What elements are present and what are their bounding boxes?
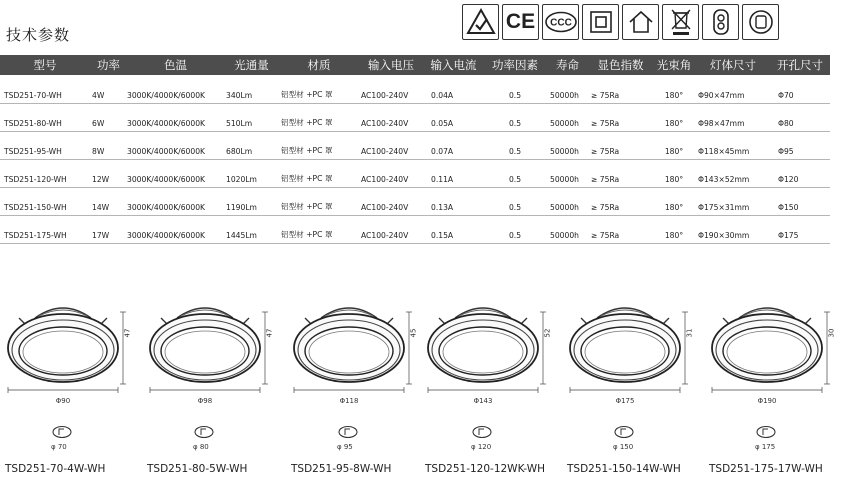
cell-voltage: AC100-240V xyxy=(359,187,423,215)
cell-cri: ≥ 75Ra xyxy=(589,131,652,159)
width-dimension: Φ90 xyxy=(55,397,71,405)
cell-current: 0.13A xyxy=(423,187,484,215)
width-dimension: Φ143 xyxy=(473,397,493,405)
height-dimension: 47 xyxy=(123,328,132,338)
cell-beam: 180° xyxy=(652,131,696,159)
cell-current: 0.04A xyxy=(423,75,484,103)
header-power: 功率 xyxy=(90,55,127,75)
product-card xyxy=(709,290,849,485)
cell-cct: 3000K/4000K/6000K xyxy=(127,103,224,131)
width-dimension: Φ98 xyxy=(197,397,213,405)
cell-cutout: Φ150 xyxy=(770,187,830,215)
cell-size: Φ143×52mm xyxy=(696,159,770,187)
cell-cri: ≥ 75Ra xyxy=(589,187,652,215)
driver-icon xyxy=(702,4,739,40)
height-dimension: 47 xyxy=(265,328,274,338)
cell-lifetime: 50000h xyxy=(546,103,589,131)
cell-current: 0.07A xyxy=(423,131,484,159)
cell-material: 铝型材 +PC 罩 xyxy=(279,75,359,103)
cell-beam: 180° xyxy=(652,159,696,187)
cell-material: 铝型材 +PC 罩 xyxy=(279,215,359,243)
cell-cutout: Φ120 xyxy=(770,159,830,187)
cell-beam: 180° xyxy=(652,103,696,131)
product-card xyxy=(5,290,145,485)
header-pf: 功率因素 xyxy=(484,55,546,75)
cell-cri: ≥ 75Ra xyxy=(589,103,652,131)
cutout-hole-icon xyxy=(336,425,360,439)
height-dimension: 31 xyxy=(685,328,694,338)
cell-cri: ≥ 75Ra xyxy=(589,159,652,187)
table-row xyxy=(0,187,830,215)
cell-voltage: AC100-240V xyxy=(359,215,423,243)
cell-voltage: AC100-240V xyxy=(359,131,423,159)
cell-voltage: AC100-240V xyxy=(359,75,423,103)
cell-size: Φ90×47mm xyxy=(696,75,770,103)
cell-lumen: 1020Lm xyxy=(224,159,279,187)
cell-pf: 0.5 xyxy=(484,103,546,131)
cell-power: 12W xyxy=(90,159,127,187)
header-lumen: 光通量 xyxy=(224,55,279,75)
cell-cct: 3000K/4000K/6000K xyxy=(127,187,224,215)
cell-material: 铝型材 +PC 罩 xyxy=(279,159,359,187)
cell-cct: 3000K/4000K/6000K xyxy=(127,75,224,103)
cell-material: 铝型材 +PC 罩 xyxy=(279,131,359,159)
table-row xyxy=(0,103,830,131)
indoor-use-icon xyxy=(622,4,659,40)
cell-cct: 3000K/4000K/6000K xyxy=(127,131,224,159)
class-ii-icon xyxy=(582,4,619,40)
cell-lifetime: 50000h xyxy=(546,131,589,159)
cell-cutout: Φ95 xyxy=(770,131,830,159)
header-beam: 光束角 xyxy=(652,55,696,75)
cell-size: Φ175×31mm xyxy=(696,187,770,215)
product-card xyxy=(567,290,707,485)
cell-lifetime: 50000h xyxy=(546,187,589,215)
cutout-size: φ 80 xyxy=(193,443,209,451)
cell-power: 4W xyxy=(90,75,127,103)
cutout-size: φ 95 xyxy=(337,443,353,451)
header-cct: 色温 xyxy=(127,55,224,75)
width-dimension: Φ175 xyxy=(615,397,635,405)
cell-pf: 0.5 xyxy=(484,131,546,159)
cell-model: TSD251-80-WH xyxy=(0,103,90,131)
cell-material: 铝型材 +PC 罩 xyxy=(279,103,359,131)
cell-model: TSD251-175-WH xyxy=(0,215,90,243)
cell-size: Φ98×47mm xyxy=(696,103,770,131)
product-card xyxy=(425,290,565,485)
ce-mark-icon xyxy=(502,4,539,40)
ip-rating-icon xyxy=(742,4,779,40)
product-model: TSD251-80-5W-WH xyxy=(147,463,248,475)
header-size: 灯体尺寸 xyxy=(696,55,770,75)
cutout-hole-icon xyxy=(612,425,636,439)
cutout-size: φ 150 xyxy=(613,443,634,451)
rcm-mark-icon xyxy=(462,4,499,40)
header-cri: 显色指数 xyxy=(589,55,652,75)
cutout-hole-icon xyxy=(754,425,778,439)
cell-lumen: 1190Lm xyxy=(224,187,279,215)
cell-cutout: Φ70 xyxy=(770,75,830,103)
cell-lifetime: 50000h xyxy=(546,159,589,187)
cell-cct: 3000K/4000K/6000K xyxy=(127,215,224,243)
cell-beam: 180° xyxy=(652,215,696,243)
header-model: 型号 xyxy=(0,55,90,75)
ce-mark-text: CE xyxy=(505,10,536,33)
product-model: TSD251-70-4W-WH xyxy=(5,463,106,475)
cell-model: TSD251-150-WH xyxy=(0,187,90,215)
cell-size: Φ118×45mm xyxy=(696,131,770,159)
page-title: 技术参数 xyxy=(6,26,71,44)
weee-bin-icon xyxy=(662,4,699,40)
cell-lumen: 680Lm xyxy=(224,131,279,159)
cutout-hole-icon xyxy=(192,425,216,439)
table-row xyxy=(0,159,830,187)
height-dimension: 30 xyxy=(827,328,836,338)
table-row xyxy=(0,215,830,243)
product-model: TSD251-175-17W-WH xyxy=(709,463,823,475)
cell-cri: ≥ 75Ra xyxy=(589,215,652,243)
cell-model: TSD251-120-WH xyxy=(0,159,90,187)
cutout-size: φ 175 xyxy=(755,443,776,451)
height-dimension: 45 xyxy=(409,328,418,338)
ccc-mark-text: CCC xyxy=(549,17,572,29)
cutout-size: φ 70 xyxy=(51,443,67,451)
cutout-hole-icon xyxy=(470,425,494,439)
product-card xyxy=(147,290,287,485)
height-dimension: 52 xyxy=(543,328,552,338)
cell-power: 17W xyxy=(90,215,127,243)
cutout-size: φ 120 xyxy=(471,443,492,451)
cell-pf: 0.5 xyxy=(484,187,546,215)
cell-pf: 0.5 xyxy=(484,75,546,103)
cell-power: 8W xyxy=(90,131,127,159)
cell-lumen: 510Lm xyxy=(224,103,279,131)
cell-beam: 180° xyxy=(652,187,696,215)
product-model: TSD251-150-14W-WH xyxy=(567,463,681,475)
cell-model: TSD251-70-WH xyxy=(0,75,90,103)
cell-cri: ≥ 75Ra xyxy=(589,75,652,103)
cell-size: Φ190×30mm xyxy=(696,215,770,243)
header-cutout: 开孔尺寸 xyxy=(770,55,830,75)
cell-current: 0.11A xyxy=(423,159,484,187)
product-model: TSD251-120-12WK-WH xyxy=(425,463,545,475)
product-model: TSD251-95-8W-WH xyxy=(291,463,392,475)
cell-model: TSD251-95-WH xyxy=(0,131,90,159)
product-drawings xyxy=(0,290,836,485)
table-header-row xyxy=(0,55,830,75)
header-lifetime: 寿命 xyxy=(546,55,589,75)
cell-current: 0.05A xyxy=(423,103,484,131)
header-voltage: 输入电压 xyxy=(359,55,423,75)
cell-lumen: 340Lm xyxy=(224,75,279,103)
table-row xyxy=(0,131,830,159)
spec-table xyxy=(0,55,830,244)
cell-lumen: 1445Lm xyxy=(224,215,279,243)
cell-power: 14W xyxy=(90,187,127,215)
ccc-mark-icon xyxy=(542,4,579,40)
table-row xyxy=(0,75,830,103)
cell-beam: 180° xyxy=(652,75,696,103)
cutout-hole-icon xyxy=(50,425,74,439)
certification-marks xyxy=(462,4,779,40)
width-dimension: Φ118 xyxy=(339,397,359,405)
cell-pf: 0.5 xyxy=(484,215,546,243)
header-material: 材质 xyxy=(279,55,359,75)
cell-material: 铝型材 +PC 罩 xyxy=(279,187,359,215)
cell-pf: 0.5 xyxy=(484,159,546,187)
cell-lifetime: 50000h xyxy=(546,75,589,103)
cell-cutout: Φ175 xyxy=(770,215,830,243)
header-current: 输入电流 xyxy=(423,55,484,75)
product-card xyxy=(291,290,431,485)
cell-lifetime: 50000h xyxy=(546,215,589,243)
width-dimension: Φ190 xyxy=(757,397,777,405)
cell-cct: 3000K/4000K/6000K xyxy=(127,159,224,187)
cell-voltage: AC100-240V xyxy=(359,103,423,131)
cell-current: 0.15A xyxy=(423,215,484,243)
cell-cutout: Φ80 xyxy=(770,103,830,131)
cell-power: 6W xyxy=(90,103,127,131)
cell-voltage: AC100-240V xyxy=(359,159,423,187)
